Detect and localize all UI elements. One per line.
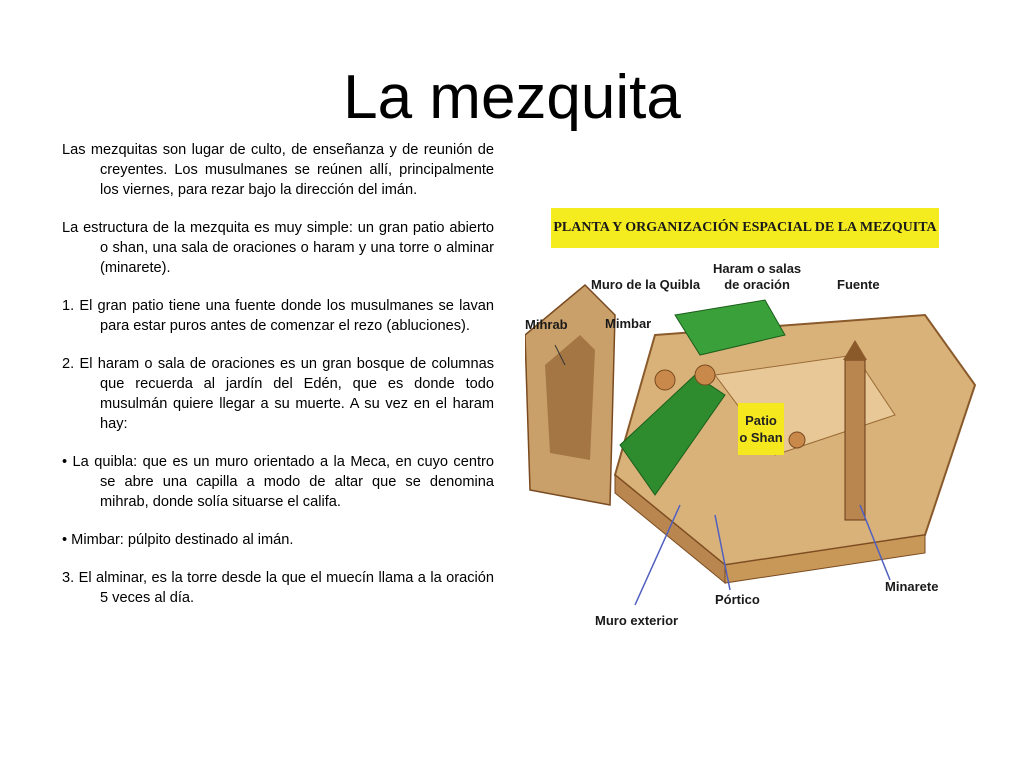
label-haram	[713, 261, 801, 293]
dome-3	[789, 432, 805, 448]
label-mihrab: Mihrab	[525, 317, 568, 332]
label-haram-line1: Haram o salas	[713, 261, 802, 276]
label-mimbar: Mimbar	[605, 316, 652, 331]
dome-1	[655, 370, 675, 390]
minaret-tower	[845, 360, 865, 520]
slide-title: La mezquita	[343, 63, 681, 132]
paragraph-structure: La estructura de la mezquita es muy simple: un gran patio abierto o shan, una sala de oraciones o haram y una torre o alminar (minarete).	[62, 220, 494, 276]
label-muro-quibla: Muro de la Quibla	[591, 277, 701, 292]
paragraph-alminar: 3. El alminar, es la torre desde la que el muecín llama a la oración 5 veces al día.	[62, 570, 494, 606]
dome-2	[695, 365, 715, 385]
body-text	[62, 140, 494, 626]
diagram-banner: PLANTA Y ORGANIZACIÓN ESPACIAL DE LA MEZQUITA	[551, 208, 939, 248]
label-minarete: Minarete	[885, 579, 939, 594]
paragraph-quibla: • La quibla: que es un muro orientado a la Meca, en cuyo centro se abre una capilla a modo de altar que se denomina mihrab, donde solía situarse el califa.	[62, 454, 494, 510]
label-portico: Pórtico	[715, 592, 760, 607]
label-patio-line2: o Shan	[739, 430, 783, 445]
label-patio-line1: Patio	[745, 413, 777, 428]
label-patio	[738, 403, 784, 455]
paragraph-patio: 1. El gran patio tiene una fuente donde los musulmanes se lavan para estar puros antes de comenzar el rezo (abluciones).	[62, 298, 494, 334]
mosque-diagram	[525, 205, 980, 635]
label-muro-exterior: Muro exterior	[595, 613, 679, 628]
label-fuente: Fuente	[837, 277, 880, 292]
paragraph-mimbar: • Mimbar: púlpito destinado al imán.	[62, 532, 294, 548]
label-haram-line2: de oración	[724, 277, 790, 292]
paragraph-haram: 2. El haram o sala de oraciones es un gran bosque de columnas que recuerda al jardín del Edén, que es donde todo musulmán quiere llegar a su muerte. A su vez en el haram hay:	[62, 356, 494, 432]
paragraph-intro: Las mezquitas son lugar de culto, de enseñanza y de reunión de creyentes. Los musulmanes se reúnen allí, principalmente los viernes, para rezar bajo la dirección del imán.	[62, 142, 494, 198]
